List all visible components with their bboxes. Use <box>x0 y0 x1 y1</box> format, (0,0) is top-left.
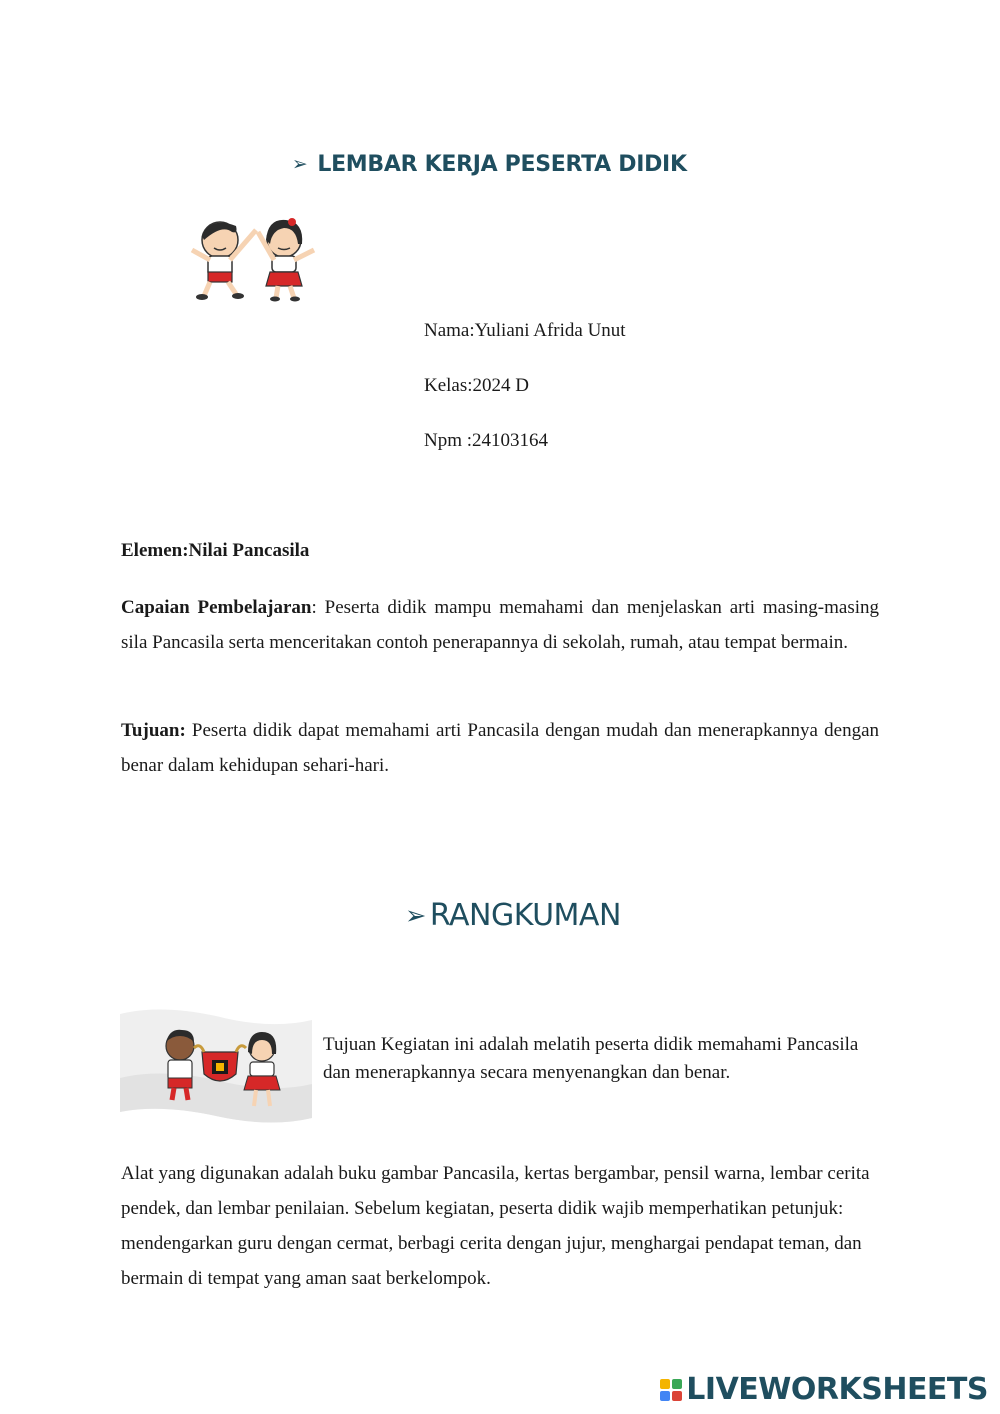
objective <box>121 713 879 783</box>
summary-title-text: RANGKUMAN <box>429 898 621 933</box>
element-label: Elemen:Nilai Pancasila <box>121 540 310 561</box>
element-line <box>121 533 879 568</box>
student-class: Kelas:2024 D <box>424 375 530 396</box>
logo-tile <box>672 1379 682 1389</box>
page-title <box>292 152 687 177</box>
brand-name: LIVEWORKSHEETS <box>686 1372 988 1407</box>
objective-label: Tujuan: <box>121 720 186 741</box>
page-title-text: LEMBAR KERJA PESERTA DIDIK <box>317 152 687 177</box>
student-npm: Npm :24103164 <box>424 430 549 451</box>
liveworksheets-brand <box>660 1372 988 1407</box>
boy-figure <box>192 222 256 300</box>
arrow-bullet-icon: ➢ <box>405 900 426 931</box>
girl-figure <box>258 218 314 302</box>
objective-text: Peserta didik dapat memahami arti Pancasila dengan mudah dan menerapkannya dengan benar dalam kehidupan sehari-hari. <box>121 720 879 776</box>
summary-body: Alat yang digunakan adalah buku gambar Pancasila, kertas bergambar, pensil warna, lembar cerita pendek, dan lembar penilaian. Sebelum kegiatan, peserta didik wajib memperhatikan petunjuk: mendengarkan guru dengan cermat, berbagi cerita dengan jujur, menghargai pendapat teman, dan bermain di tempat yang aman saat berkelompok. <box>121 1163 870 1289</box>
liveworksheets-logo-icon <box>660 1379 682 1401</box>
summary-title <box>405 898 621 933</box>
arrow-bullet-icon: ➢ <box>292 154 308 175</box>
children-illustration <box>180 210 330 302</box>
logo-tile <box>660 1391 670 1401</box>
logo-tile <box>660 1379 670 1389</box>
learning-outcome-text: : Peserta didik mampu memahami dan menjelaskan arti masing-masing sila Pancasila serta menceritakan contoh penerapannya di sekolah, rumah, atau tempat bermain. <box>121 597 880 653</box>
logo-tile <box>672 1391 682 1401</box>
learning-outcome-label: Capaian Pembelajaran <box>121 597 312 618</box>
pancasila-illustration <box>120 1008 312 1126</box>
summary-caption: Tujuan Kegiatan ini adalah melatih peserta didik memahami Pancasila dan menerapkannya secara menyenangkan dan benar. <box>323 1034 859 1083</box>
learning-outcome <box>121 590 879 660</box>
student-name: Nama:Yuliani Afrida Unut <box>424 320 626 341</box>
